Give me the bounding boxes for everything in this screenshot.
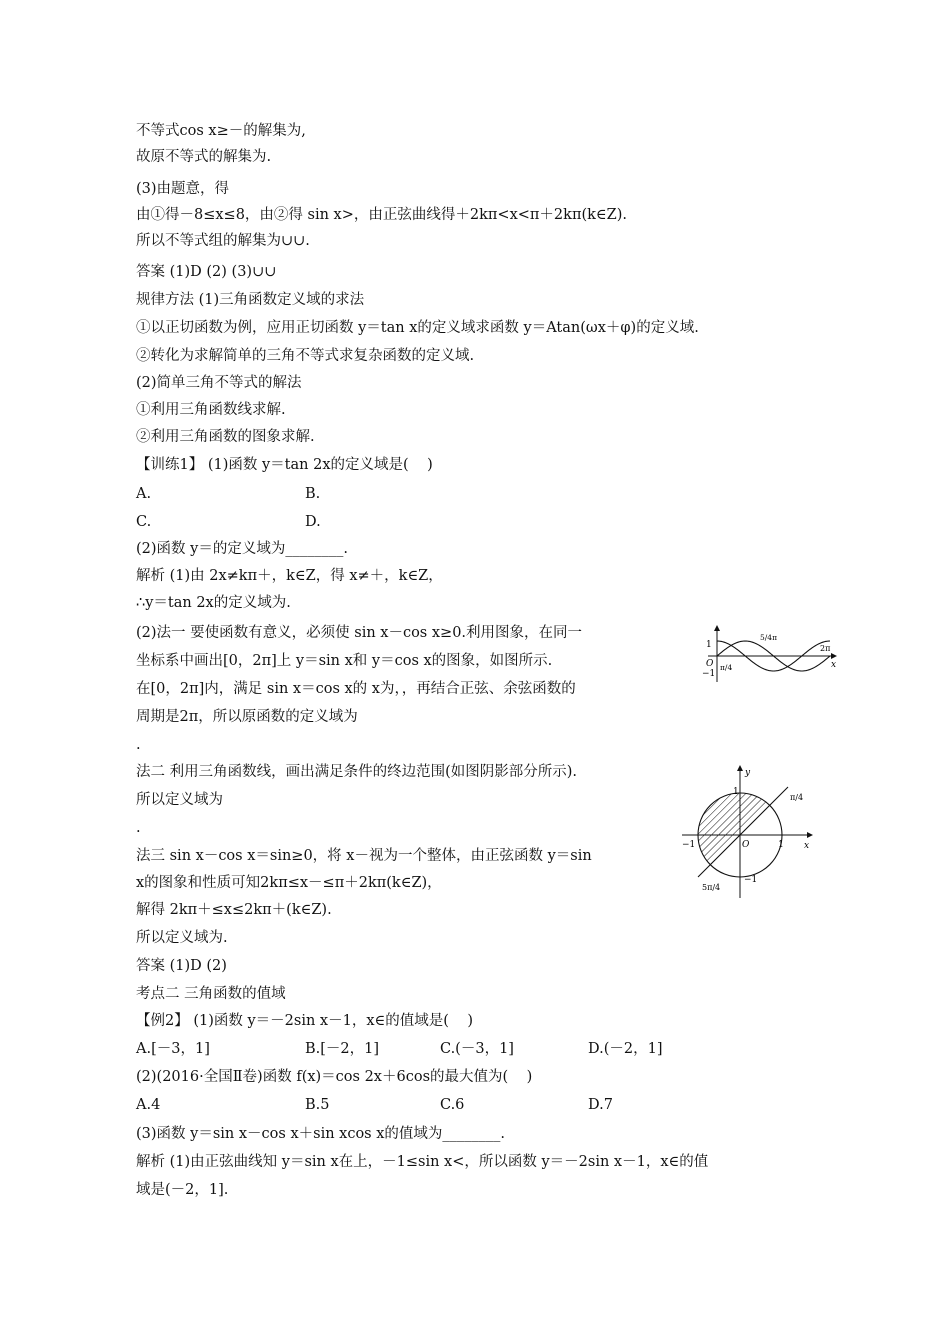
text-line: ①以正切函数为例，应用正切函数 y＝tan x的定义域求函数 y＝Atan(ωx＋φ)的定义域. [136, 320, 699, 336]
option-b: B. [305, 486, 321, 502]
text-line: 在[0，2π]内，满足 sin x＝cos x的 x为，，再结合正弦、余弦函数的 [136, 681, 576, 697]
tick-label: 1 [706, 640, 712, 650]
axis-label: x [831, 660, 837, 670]
answer-line: 答案 (1)D (2) [136, 958, 227, 974]
text-line: (2)函数 y＝的定义域为________. [136, 541, 348, 557]
text-line: 法三 sin x－cos x＝sin≥0，将 x－视为一个整体，由正弦函数 y＝sin [136, 848, 592, 864]
text-line: 所以定义域为. [136, 930, 228, 946]
text-line: x的图象和性质可知2kπ≤x－≤π＋2kπ(k∈Z)， [136, 875, 442, 891]
tick-label: 1 [733, 787, 739, 797]
tick-label: π/4 [720, 663, 733, 672]
text-line: . [136, 820, 141, 836]
axis-label: x [804, 841, 810, 851]
option-a: A.4 [136, 1097, 161, 1113]
tick-label: −1 [702, 669, 716, 679]
axis-label: y [745, 768, 751, 778]
text-line: ①利用三角函数线求解. [136, 402, 286, 418]
option-b: B.5 [305, 1097, 330, 1113]
tick-label: 1 [778, 840, 784, 850]
tick-label: −1 [744, 875, 758, 885]
text-line: (3)函数 y＝sin x－cos x＋sin xcos x的值域为________. [136, 1126, 506, 1142]
text-line: 解得 2kπ＋≤x≤2kπ＋(k∈Z). [136, 902, 332, 918]
text-line: (3)由题意，得 [136, 181, 230, 197]
text-line: 故原不等式的解集为. [136, 149, 272, 165]
origin-label: O [742, 840, 750, 850]
angle-label: 5π/4 [702, 883, 721, 892]
text-line: 周期是2π，所以原函数的定义域为 [136, 709, 358, 725]
text-line: (2)(2016·全国Ⅱ卷)函数 f(x)＝cos 2x＋6cos的最大值为( ) [136, 1069, 533, 1085]
angle-label: π/4 [790, 793, 804, 802]
option-d: D.7 [588, 1097, 613, 1113]
option-c: C.(－3，1] [440, 1041, 514, 1057]
text-line: 不等式cos x≥－的解集为, [136, 123, 306, 139]
text-line: (2)法一 要使函数有意义，必须使 sin x－cos x≥0.利用图象，在同一 [136, 625, 583, 641]
example-heading: 【例2】 (1)函数 y＝－2sin x－1，x∈的值域是( ) [136, 1013, 473, 1029]
text-line: 由①得－8≤x≤8，由②得 sin x>，由正弦曲线得＋2kπ<x<π＋2kπ(k∈Z). [136, 207, 627, 223]
tick-label: 5/4π [760, 633, 777, 642]
text-line: ②转化为求解简单的三角不等式求复杂函数的定义域. [136, 348, 475, 364]
section-heading: 考点二 三角函数的值域 [136, 986, 286, 1002]
sin-cos-graph [700, 622, 840, 684]
origin-label: O [706, 659, 714, 669]
text-line: . [136, 737, 141, 753]
tick-label: −1 [682, 840, 696, 850]
text-line: 法二 利用三角函数线，画出满足条件的终边范围(如图阴影部分所示). [136, 764, 578, 780]
text-line: 解析 (1)由正弦曲线知 y＝sin x在上，－1≤sin x<，所以函数 y＝－2sin x－1，x∈的值 [136, 1154, 709, 1170]
option-d: D.(－2，1] [588, 1041, 663, 1057]
option-a: A. [136, 486, 152, 502]
text-line: 所以不等式组的解集为∪∪. [136, 233, 310, 249]
exercise-heading: 【训练1】 (1)函数 y＝tan 2x的定义域是( ) [136, 457, 433, 473]
option-c: C. [136, 514, 152, 530]
unit-circle-graph [678, 762, 818, 900]
text-line: 解析 (1)由 2x≠kπ＋，k∈Z，得 x≠＋，k∈Z， [136, 568, 443, 584]
answer-line: 答案 (1)D (2) (3)∪∪ [136, 264, 277, 280]
text-line: 域是(－2，1]. [136, 1182, 229, 1198]
option-d: D. [305, 514, 321, 530]
method-heading: 规律方法 (1)三角函数定义域的求法 [136, 292, 365, 308]
text-line: ∴y＝tan 2x的定义域为. [136, 595, 291, 611]
text-line: ②利用三角函数的图象求解. [136, 429, 315, 445]
text-line: (2)简单三角不等式的解法 [136, 375, 302, 391]
option-b: B.[－2，1] [305, 1041, 380, 1057]
tick-label: 2π [820, 644, 831, 653]
text-line: 坐标系中画出[0，2π]上 y＝sin x和 y＝cos x的图象，如图所示. [136, 653, 553, 669]
option-c: C.6 [440, 1097, 465, 1113]
option-a: A.[－3，1] [136, 1041, 210, 1057]
text-line: 所以定义域为 [136, 792, 223, 808]
